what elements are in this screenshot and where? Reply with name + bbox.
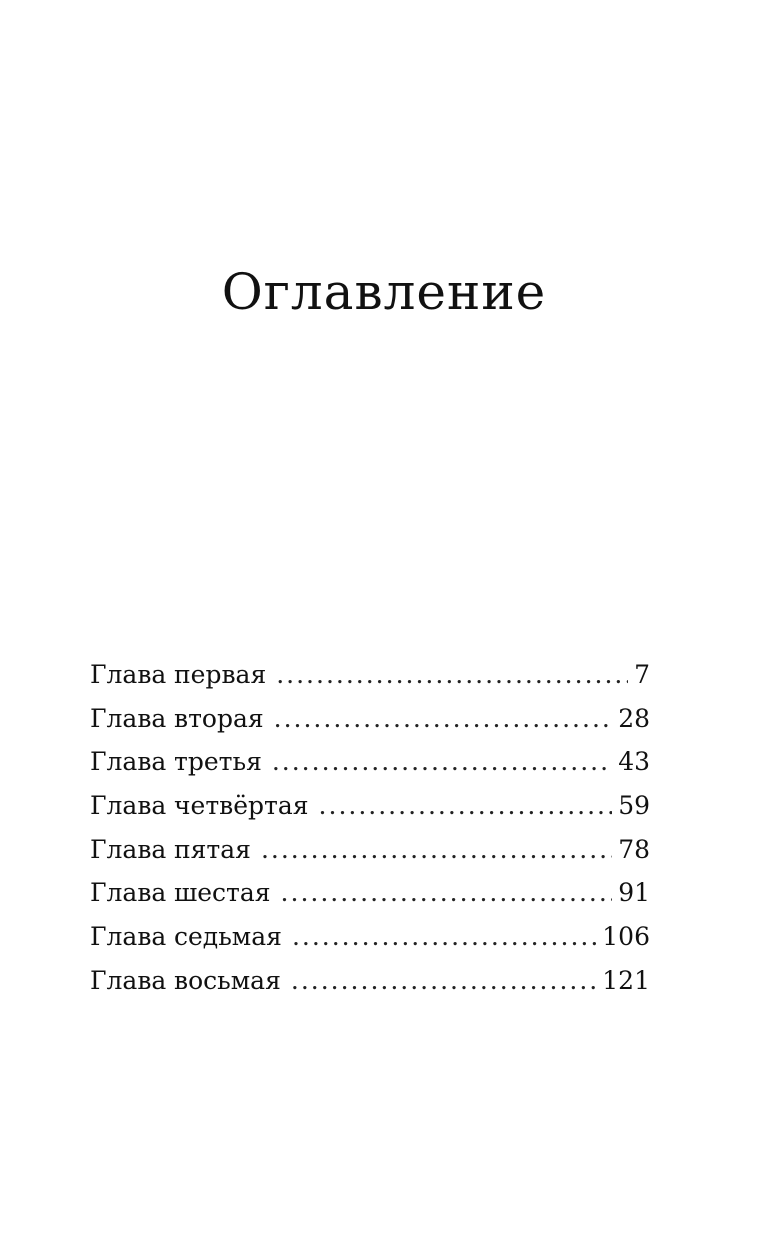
toc-entry-label: Глава xyxy=(90,703,167,733)
toc-entry-name: восьмая xyxy=(174,965,281,995)
toc-entry-label: Глава xyxy=(90,660,167,689)
toc-entry-name: третья xyxy=(174,747,262,777)
toc-dot-leader xyxy=(291,961,596,1001)
toc-entry-name: вторая xyxy=(174,703,264,733)
table-of-contents xyxy=(90,655,650,1005)
toc-page-number: 43 xyxy=(618,747,650,777)
toc-entry-label: Глава xyxy=(90,834,167,864)
toc-entry-label: Глава xyxy=(90,878,167,908)
toc-page-number: 7 xyxy=(634,660,650,689)
toc-entry-label: Глава xyxy=(90,965,167,995)
toc-entry-2[interactable] xyxy=(90,699,650,743)
toc-dot-leader xyxy=(319,786,613,826)
toc-page-number: 91 xyxy=(618,878,650,908)
toc-entry-1[interactable] xyxy=(90,655,650,699)
toc-page-number: 106 xyxy=(602,922,650,952)
toc-entry-8[interactable] xyxy=(90,961,650,1005)
toc-entry-4[interactable] xyxy=(90,786,650,830)
toc-page-number: 59 xyxy=(618,791,650,821)
toc-dot-leader xyxy=(274,699,613,739)
toc-dot-leader xyxy=(276,655,628,695)
toc-page-number: 78 xyxy=(618,834,650,864)
toc-dot-leader xyxy=(272,742,612,782)
toc-dot-leader xyxy=(261,830,612,870)
toc-entry-5[interactable] xyxy=(90,830,650,874)
toc-entry-6[interactable] xyxy=(90,873,650,917)
toc-dot-leader xyxy=(281,873,613,913)
toc-entry-name: четвёртая xyxy=(174,791,309,821)
page-title: Оглавление xyxy=(221,263,547,321)
toc-entry-3[interactable] xyxy=(90,742,650,786)
toc-entry-name: шестая xyxy=(174,878,271,908)
toc-entry-label: Глава xyxy=(90,791,167,821)
toc-page-number: 121 xyxy=(602,965,650,995)
toc-dot-leader xyxy=(292,917,596,957)
toc-entry-7[interactable] xyxy=(90,917,650,961)
toc-entry-name: седьмая xyxy=(174,922,282,952)
toc-entry-label: Глава xyxy=(90,747,167,777)
toc-entry-label: Глава xyxy=(90,922,167,952)
toc-entry-name: первая xyxy=(174,660,267,689)
toc-page-number: 28 xyxy=(618,703,650,733)
toc-entry-name: пятая xyxy=(174,834,251,864)
